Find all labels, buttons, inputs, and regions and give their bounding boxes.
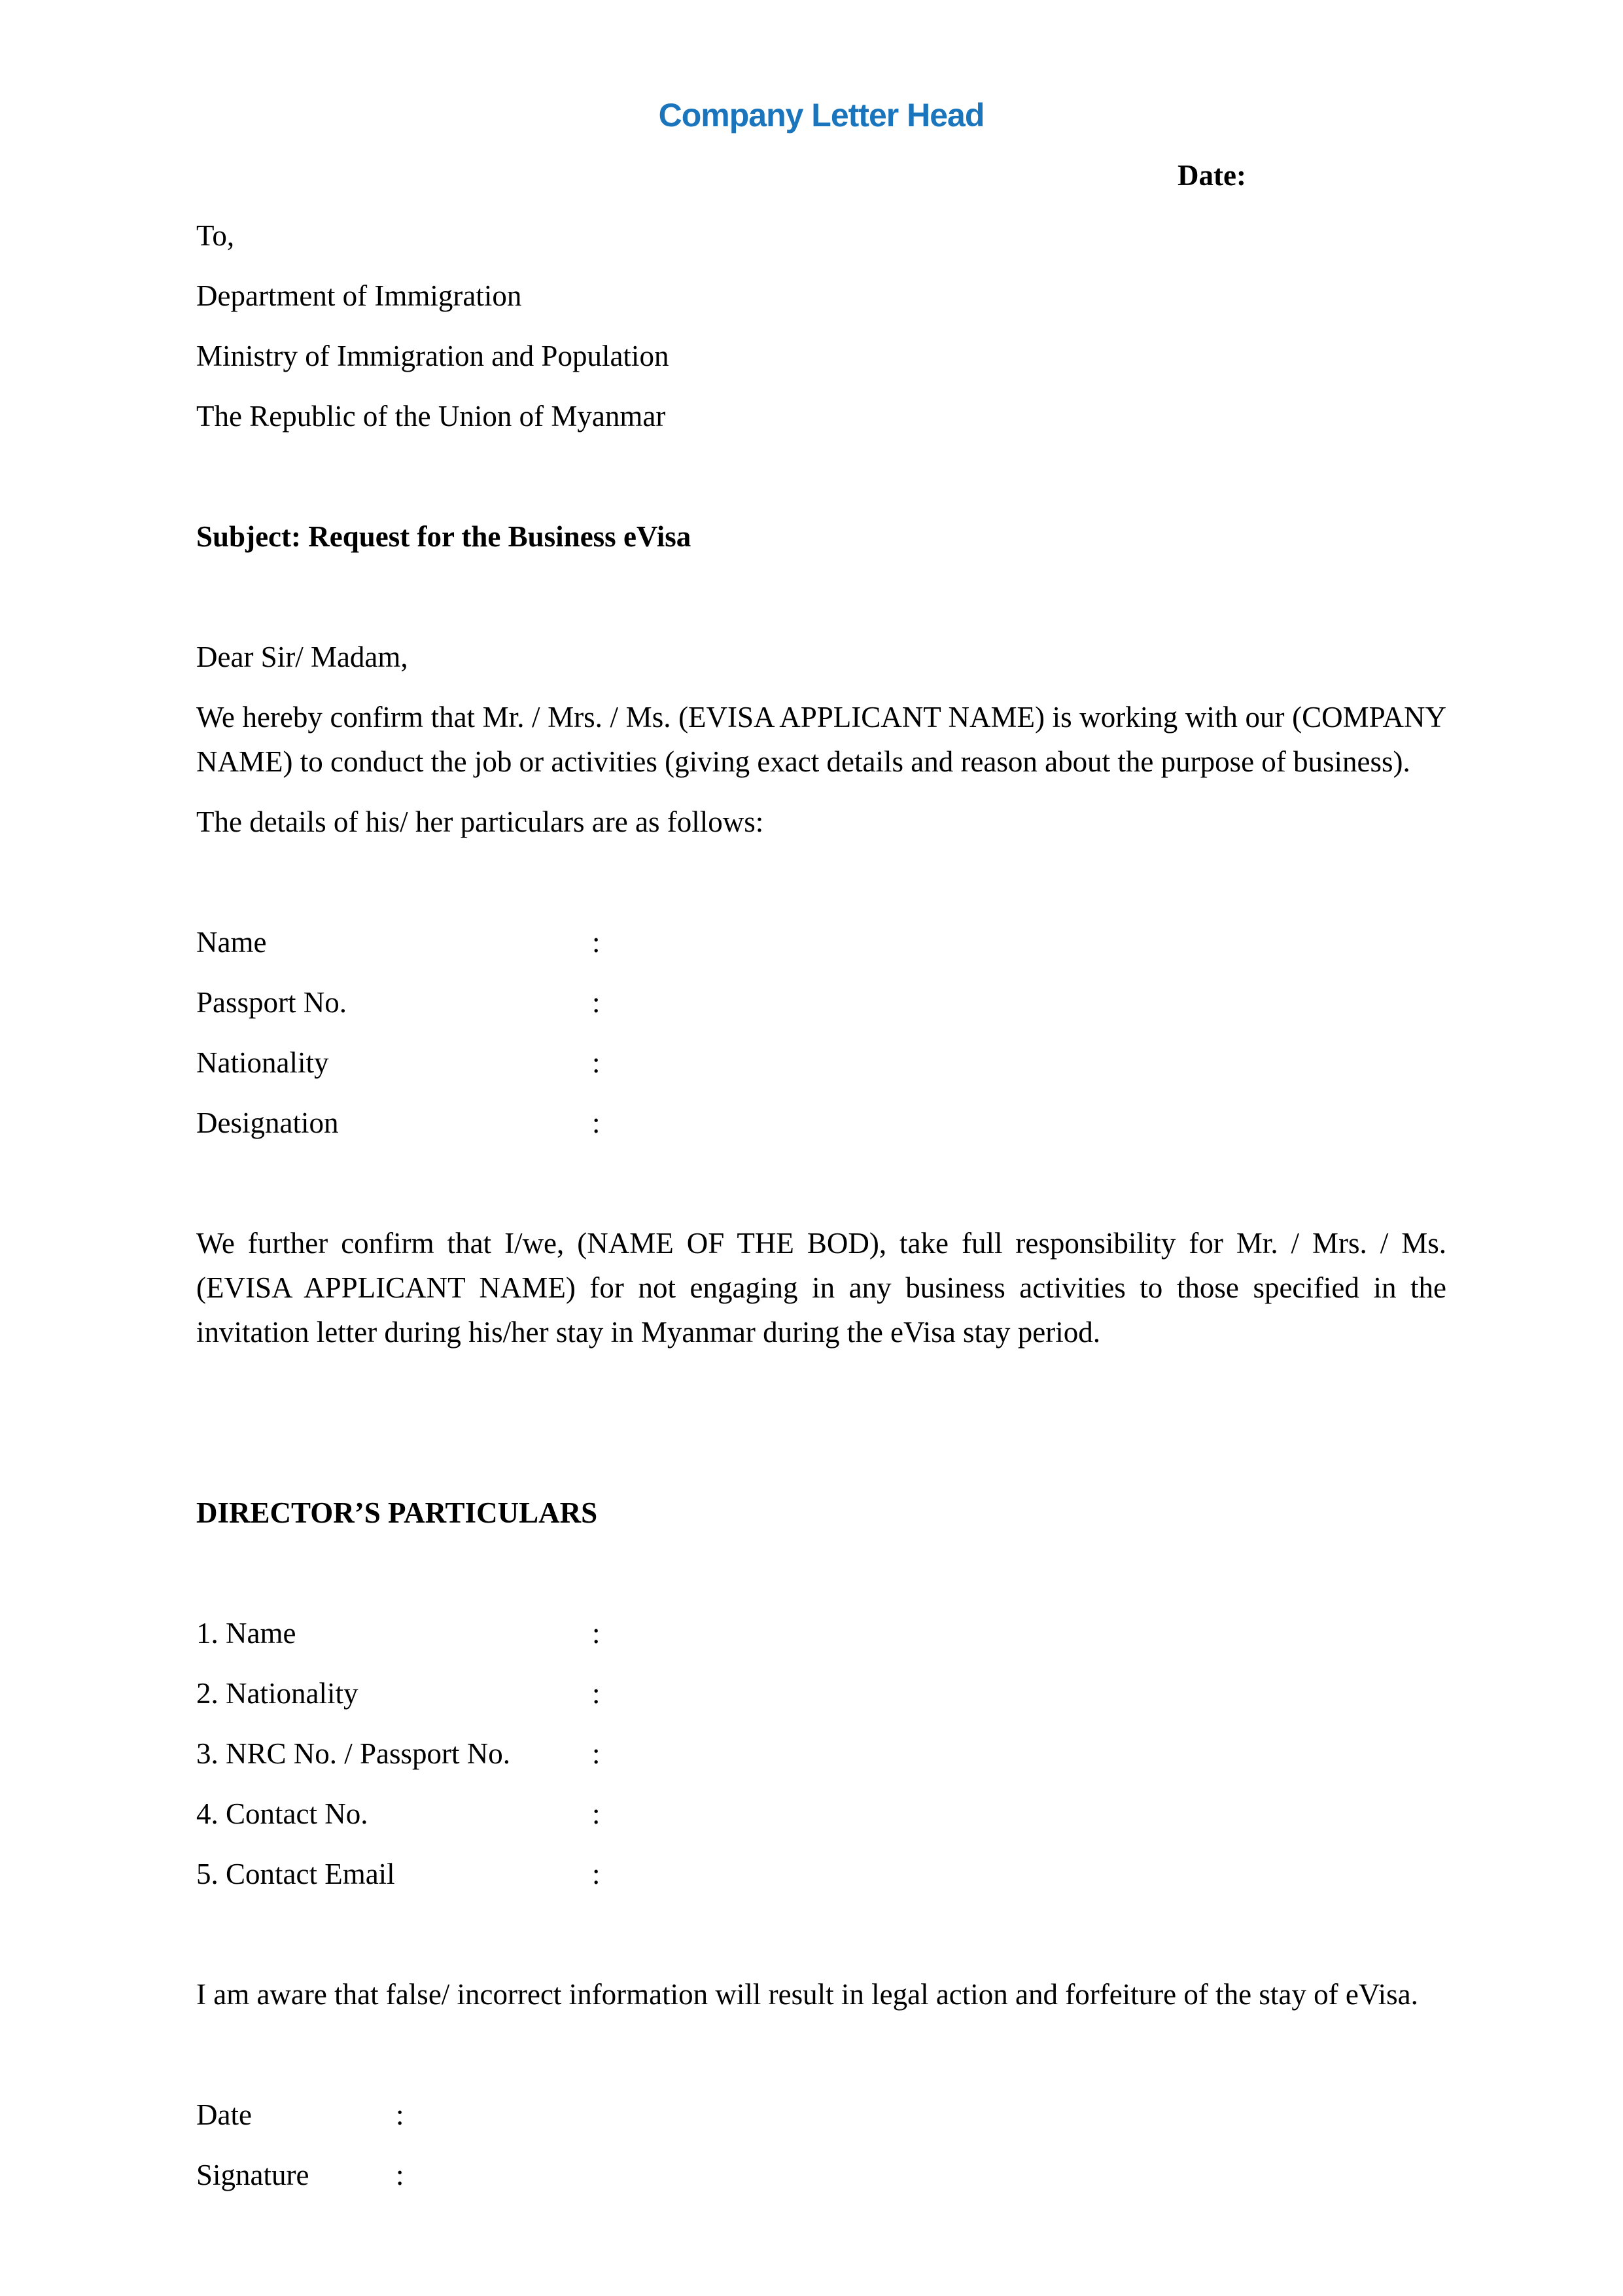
spacer: [196, 860, 1446, 904]
recipient-line-department: Department of Immigration: [196, 279, 522, 312]
director-field-row-contact-no: [196, 1792, 1446, 1836]
applicant-field-label-designation: Designation: [196, 1106, 339, 1139]
greeting: Dear Sir/ Madam,: [196, 641, 408, 673]
field-colon: :: [592, 1858, 601, 1890]
signoff-row-signature: [196, 2153, 1446, 2197]
director-field-label-contact-no: 4. Contact No.: [196, 1797, 368, 1830]
field-colon: :: [592, 926, 601, 959]
director-field-label-name: 1. Name: [196, 1617, 296, 1650]
signoff-label-date: Date: [196, 2098, 252, 2131]
spacer: [196, 2032, 1446, 2077]
applicant-field-label-passport: Passport No.: [196, 986, 347, 1019]
spacer: [196, 1430, 1446, 1475]
recipient-line-country: The Republic of the Union of Myanmar: [196, 400, 666, 433]
applicant-field-row-designation: [196, 1101, 1446, 1145]
applicant-field-label-nationality: Nationality: [196, 1046, 329, 1079]
field-colon: :: [396, 2159, 404, 2191]
subject-line: Subject: Request for the Business eVisa: [196, 520, 691, 553]
director-field-row-nationality: [196, 1671, 1446, 1716]
applicant-field-label-name: Name: [196, 926, 267, 959]
director-field-row-name: [196, 1611, 1446, 1655]
field-colon: :: [396, 2098, 404, 2131]
disclaimer: I am aware that false/ incorrect information will result in legal action and forfeiture of the stay of eVisa.: [196, 1978, 1418, 2011]
spacer: [196, 454, 1446, 499]
field-colon: :: [592, 1046, 601, 1079]
letterhead-title: Company Letter Head: [658, 97, 985, 133]
director-field-label-nationality: 2. Nationality: [196, 1677, 358, 1710]
paragraph-confirmation: We hereby confirm that Mr. / Mrs. / Ms. (EVISA APPLICANT NAME) is working with our (COMPANY NAME) to conduct the job or activities (giving exact details and reason about the purpose of business).: [196, 701, 1446, 778]
field-colon: :: [592, 1106, 601, 1139]
details-intro: The details of his/ her particulars are as follows:: [196, 805, 764, 838]
spacer: [196, 1161, 1446, 1205]
director-particulars-heading: DIRECTOR’S PARTICULARS: [196, 1496, 598, 1529]
field-colon: :: [592, 986, 601, 1019]
director-field-row-contact-email: [196, 1852, 1446, 1896]
paragraph-responsibility: We further confirm that I/we, (NAME OF THE BOD), take full responsibility for Mr. / Mrs. / Ms. (EVISA APPLICANT NAME) for not engaging in any business activities to those specified in the invitation letter during his/her stay in Myanmar during the eVisa stay period.: [196, 1227, 1446, 1349]
signoff-row-date: [196, 2093, 1446, 2137]
spacer: [196, 574, 1446, 619]
spacer: [196, 1370, 1446, 1415]
recipient-line-ministry: Ministry of Immigration and Population: [196, 340, 669, 372]
applicant-field-row-passport: [196, 980, 1446, 1025]
field-colon: :: [592, 1677, 601, 1710]
director-field-label-contact-email: 5. Contact Email: [196, 1858, 395, 1890]
spacer: [196, 1912, 1446, 1956]
director-field-label-nrc-passport: 3. NRC No. / Passport No.: [196, 1737, 511, 1770]
signoff-label-signature: Signature: [196, 2159, 309, 2191]
recipient-salutation: To,: [196, 219, 235, 252]
spacer: [196, 1551, 1446, 1595]
date-line: [196, 153, 1446, 198]
field-colon: :: [592, 1617, 601, 1650]
applicant-field-row-nationality: [196, 1040, 1446, 1085]
date-label: Date:: [1178, 159, 1246, 192]
field-colon: :: [592, 1797, 601, 1830]
applicant-field-row-name: [196, 920, 1446, 964]
field-colon: :: [592, 1737, 601, 1770]
director-field-row-nrc-passport: [196, 1731, 1446, 1776]
